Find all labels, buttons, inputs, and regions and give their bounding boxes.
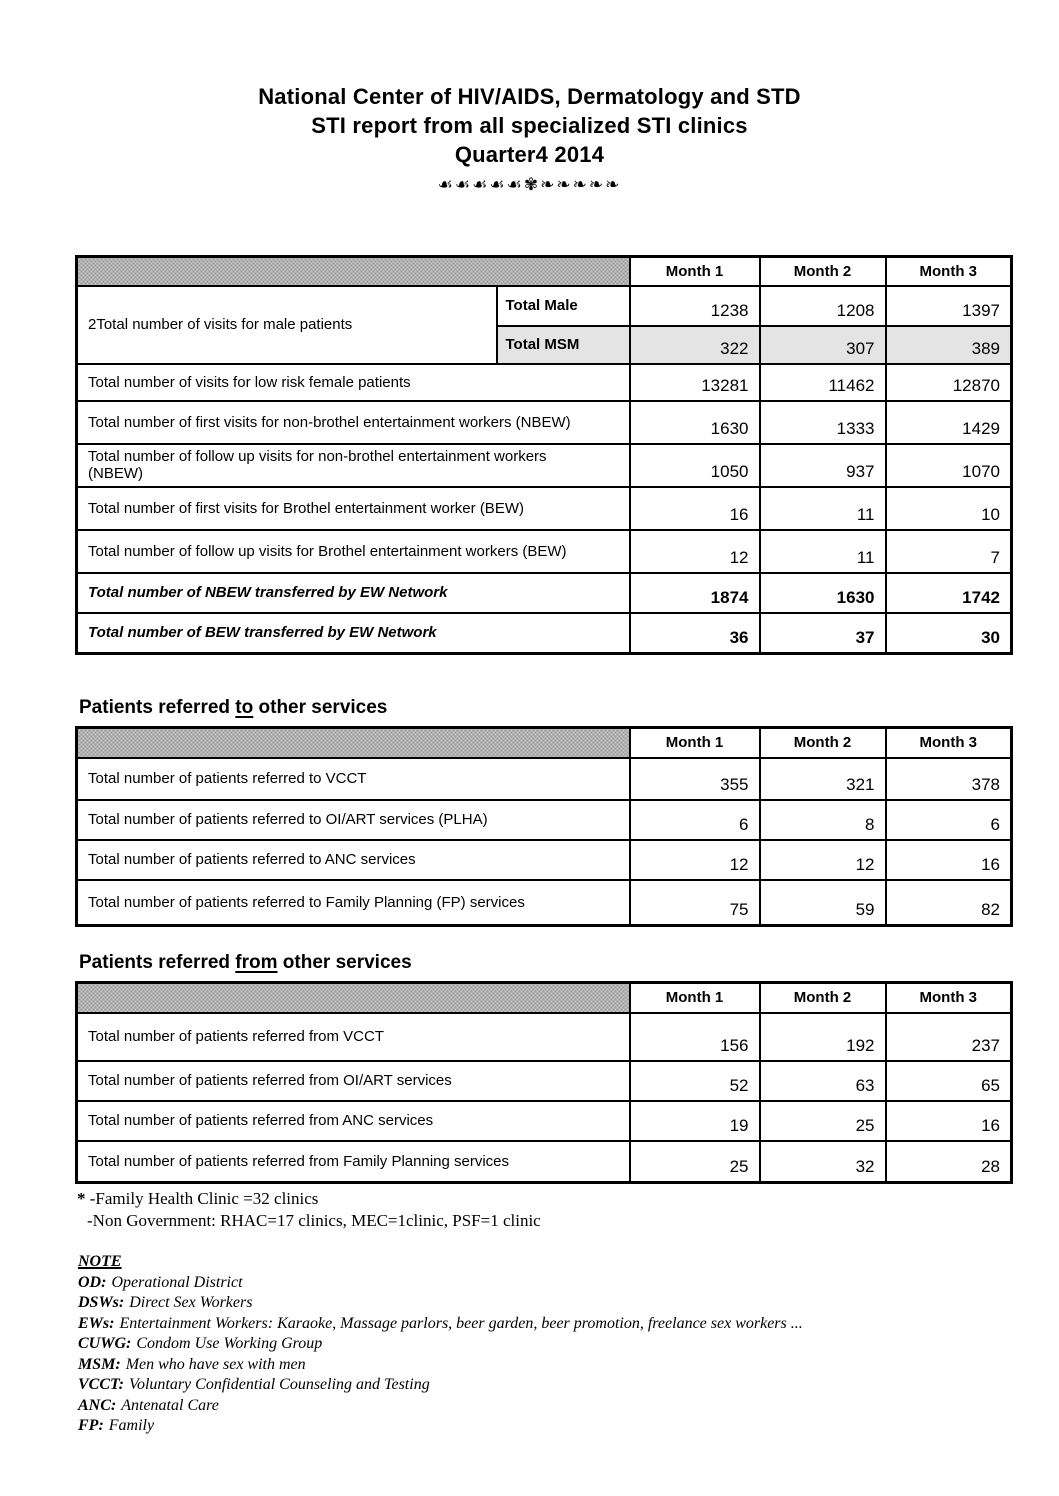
cell-value: 75 — [630, 880, 760, 926]
cell-value: 1397 — [886, 286, 1012, 326]
report-title-line-2: STI report from all specialized STI clinics — [311, 113, 748, 138]
section-title-text: Patients referred — [79, 697, 236, 718]
cell-value: 13281 — [630, 364, 760, 401]
row-label-text: Total number of visits for low risk female patients — [88, 373, 411, 391]
cell-value: 192 — [760, 1013, 886, 1061]
cell-value: 12 — [630, 530, 760, 573]
footnote-line-1 — [77, 1188, 541, 1210]
cell-value: 937 — [760, 444, 886, 487]
referred-to-section-title — [79, 697, 387, 719]
row-label — [77, 573, 630, 613]
month-2-header: Month 2 — [760, 983, 886, 1013]
row-label — [77, 530, 630, 573]
cell-value: 11 — [760, 530, 886, 573]
note-term: MSM: — [78, 1355, 121, 1373]
row-label-text: Total number of follow up visits for non-brothel entertainment workers (NBEW) — [88, 448, 547, 482]
table-row — [77, 364, 1012, 401]
row-label: Total number of patients referred from OI/ART services — [77, 1061, 630, 1101]
report-title-line-3: Quarter4 2014 — [454, 142, 605, 167]
footnote-asterisk: * — [77, 1189, 86, 1208]
cell-value: 389 — [886, 326, 1012, 364]
note-term: EWs: — [78, 1314, 115, 1332]
cell-value: 82 — [886, 880, 1012, 926]
decorative-ornament: ☙☙☙☙☙✾❧❧❧❧❧ — [437, 175, 622, 194]
cell-value: 7 — [886, 530, 1012, 573]
row-label-text: Total number of NBEW transferred by EW Network — [88, 584, 448, 601]
cell-value: 59 — [760, 880, 886, 926]
cell-value: 1050 — [630, 444, 760, 487]
month-1-header: Month 1 — [630, 728, 760, 758]
cell-value: 30 — [886, 613, 1012, 654]
table-header-row — [77, 257, 1012, 286]
cell-value: 11 — [760, 487, 886, 530]
cell-value: 32 — [760, 1141, 886, 1183]
section-title-underlined-word: from — [235, 952, 278, 973]
note-term: VCCT: — [78, 1376, 124, 1393]
cell-value: 63 — [760, 1061, 886, 1101]
table-row — [77, 1141, 1012, 1183]
cell-value: 1429 — [886, 401, 1012, 444]
note-item — [78, 1355, 803, 1376]
report-title-line-1: National Center of HIV/AIDS, Dermatology and STD — [258, 84, 801, 109]
header-corner-cell — [77, 728, 630, 758]
table-row — [77, 613, 1012, 654]
table-row — [77, 286, 1012, 326]
row-label — [77, 444, 630, 487]
note-term: DSWs: — [78, 1294, 125, 1311]
row-label — [77, 401, 630, 444]
row-label: Total number of patients referred from Family Planning services — [77, 1141, 630, 1183]
footnote-text: -Family Health Clinic =32 clinics — [85, 1189, 319, 1208]
cell-value: 28 — [886, 1141, 1012, 1183]
section-title-text: Patients referred — [79, 952, 236, 973]
table-row — [77, 573, 1012, 613]
table-row — [77, 800, 1012, 840]
row-label — [77, 613, 630, 654]
note-block — [78, 1252, 803, 1437]
sub-row-label: Total MSM — [497, 326, 630, 364]
table-row — [77, 1013, 1012, 1061]
cell-value: 16 — [630, 487, 760, 530]
title-block — [0, 82, 1059, 194]
cell-value: 307 — [760, 326, 886, 364]
cell-value: 6 — [630, 800, 760, 840]
month-2-header: Month 2 — [760, 728, 886, 758]
cell-value: 1070 — [886, 444, 1012, 487]
month-3-header: Month 3 — [886, 257, 1012, 286]
row-label: Total number of patients referred from VCCT — [77, 1013, 630, 1061]
table-row — [77, 1101, 1012, 1141]
table-header-row — [77, 728, 1012, 758]
cell-value: 36 — [630, 613, 760, 654]
cell-value: 12 — [760, 840, 886, 880]
note-item — [78, 1273, 803, 1294]
row-label-text: Total number of follow up visits for Brothel entertainment workers (BEW) — [88, 542, 567, 560]
table-row — [77, 840, 1012, 880]
cell-value: 25 — [760, 1101, 886, 1141]
header-corner-cell — [77, 257, 630, 286]
row-label-text: Total number of BEW transferred by EW Network — [88, 624, 437, 642]
cell-value: 10 — [886, 487, 1012, 530]
footnote-block — [77, 1188, 541, 1232]
note-definition: Voluntary Confidential Counseling and Testing — [128, 1376, 430, 1393]
row-label: Total number of patients referred to OI/ART services (PLHA) — [77, 800, 630, 840]
row-label — [77, 487, 630, 530]
table-row — [77, 880, 1012, 926]
row-label — [77, 364, 630, 401]
section-title-text: other services — [277, 952, 412, 973]
table-row — [77, 444, 1012, 487]
row-label-text: Total number of first visits for non-brothel entertainment workers (NBEW) — [88, 413, 571, 431]
cell-value: 11462 — [760, 364, 886, 401]
table-header-row — [77, 983, 1012, 1013]
note-definition: Family — [108, 1417, 155, 1434]
cell-value: 37 — [760, 613, 886, 654]
cell-value: 52 — [630, 1061, 760, 1101]
month-3-header: Month 3 — [886, 728, 1012, 758]
month-2-header: Month 2 — [760, 257, 886, 286]
note-definition: Condom Use Working Group — [136, 1335, 323, 1352]
month-1-header: Month 1 — [630, 257, 760, 286]
cell-value: 1208 — [760, 286, 886, 326]
cell-value: 6 — [886, 800, 1012, 840]
cell-value: 8 — [760, 800, 886, 840]
note-definition: Men who have sex with men — [125, 1355, 306, 1373]
cell-value: 25 — [630, 1141, 760, 1183]
row-label: Total number of patients referred from ANC services — [77, 1101, 630, 1141]
cell-value: 65 — [886, 1061, 1012, 1101]
cell-value: 1874 — [630, 573, 760, 613]
note-definition: Direct Sex Workers — [129, 1294, 253, 1311]
month-1-header: Month 1 — [630, 983, 760, 1013]
table-row — [77, 487, 1012, 530]
cell-value: 1630 — [630, 401, 760, 444]
cell-value: 237 — [886, 1013, 1012, 1061]
referred-from-section-title — [79, 952, 412, 974]
note-item — [78, 1396, 803, 1417]
row-label-text: Total number of first visits for Brothel entertainment worker (BEW) — [88, 499, 524, 517]
note-definition: Antenatal Care — [121, 1396, 219, 1414]
section-title-underlined-word: to — [235, 697, 254, 718]
note-item — [78, 1375, 803, 1396]
cell-value: 322 — [630, 326, 760, 364]
note-term: CUWG: — [78, 1335, 132, 1352]
cell-value: 16 — [886, 840, 1012, 880]
cell-value: 378 — [886, 758, 1012, 800]
table-row — [77, 401, 1012, 444]
note-term: FP: — [78, 1417, 104, 1434]
note-item — [78, 1293, 803, 1314]
section-title-text: other services — [253, 697, 388, 718]
table-row — [77, 758, 1012, 800]
cell-value: 12 — [630, 840, 760, 880]
month-3-header: Month 3 — [886, 983, 1012, 1013]
row-label-text: 2Total number of visits for male patients — [88, 316, 353, 333]
row-label: Total number of patients referred to Family Planning (FP) services — [77, 880, 630, 926]
note-item — [78, 1334, 803, 1355]
row-label: Total number of patients referred to VCCT — [77, 758, 630, 800]
cell-value: 16 — [886, 1101, 1012, 1141]
note-definition: Entertainment Workers: Karaoke, Massage parlors, beer garden, beer promotion, freelance sex workers ... — [119, 1314, 803, 1332]
referred-to-table — [75, 726, 1013, 927]
cell-value: 1630 — [760, 573, 886, 613]
footnote-line-2: -Non Government: RHAC=17 clinics, MEC=1clinic, PSF=1 clinic — [87, 1211, 541, 1230]
sub-row-label: Total Male — [497, 286, 630, 326]
cell-value: 1333 — [760, 401, 886, 444]
note-item — [78, 1416, 803, 1437]
note-term: OD: — [78, 1273, 107, 1291]
cell-value: 321 — [760, 758, 886, 800]
table-row — [77, 1061, 1012, 1101]
note-definition: Operational District — [111, 1273, 243, 1291]
note-item — [78, 1314, 803, 1335]
note-term: ANC: — [78, 1396, 117, 1414]
row-label — [77, 286, 497, 364]
table-row — [77, 530, 1012, 573]
cell-value: 1238 — [630, 286, 760, 326]
cell-value: 19 — [630, 1101, 760, 1141]
cell-value: 156 — [630, 1013, 760, 1061]
visits-table — [75, 255, 1013, 655]
note-heading: NOTE — [78, 1253, 122, 1270]
cell-value: 1742 — [886, 573, 1012, 613]
referred-from-table — [75, 981, 1013, 1184]
header-corner-cell — [77, 983, 630, 1013]
row-label: Total number of patients referred to ANC services — [77, 840, 630, 880]
cell-value: 355 — [630, 758, 760, 800]
cell-value: 12870 — [886, 364, 1012, 401]
